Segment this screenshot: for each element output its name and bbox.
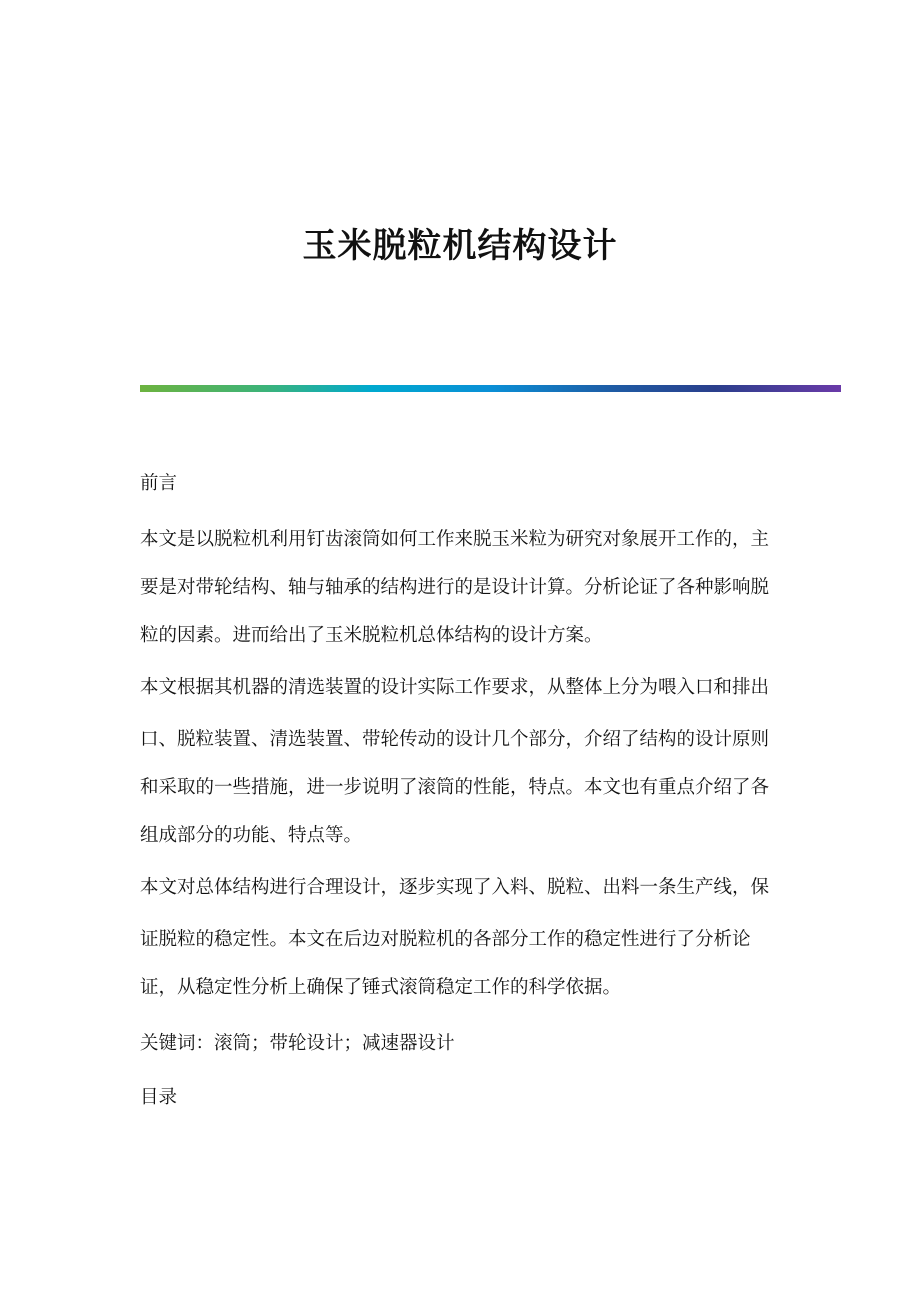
paragraph-line: 本文根据其机器的清选装置的设计实际工作要求，从整体上分为喂入口和排出	[140, 677, 770, 698]
paragraph-line: 粒的因素。进而给出了玉米脱粒机总体结构的设计方案。	[140, 625, 603, 646]
paragraph-line: 和采取的一些措施，进一步说明了滚筒的性能，特点。本文也有重点介绍了各	[140, 777, 770, 798]
document-title: 玉米脱粒机结构设计	[302, 226, 618, 266]
paragraph-line: 组成部分的功能、特点等。	[140, 825, 363, 846]
paragraph-line: 证脱粒的稳定性。本文在后边对脱粒机的各部分工作的稳定性进行了分析论	[140, 929, 751, 950]
paragraph-line: 证，从稳定性分析上确保了锤式滚筒稳定工作的科学依据。	[140, 977, 622, 998]
paragraph-line: 本文是以脱粒机利用钉齿滚筒如何工作来脱玉米粒为研究对象展开工作的，主	[140, 529, 770, 550]
gradient-divider	[140, 385, 841, 392]
preface-heading: 前言	[140, 473, 178, 494]
paragraph-line: 口、脱粒装置、清选装置、带轮传动的设计几个部分，介绍了结构的设计原则	[140, 729, 770, 750]
keywords: 关键词：滚筒；带轮设计；减速器设计	[140, 1033, 455, 1054]
toc-heading: 目录	[140, 1087, 178, 1108]
paragraph-line: 要是对带轮结构、轴与轴承的结构进行的是设计计算。分析论证了各种影响脱	[140, 577, 770, 598]
paragraph-line: 本文对总体结构进行合理设计，逐步实现了入料、脱粒、出料一条生产线，保	[140, 877, 770, 898]
